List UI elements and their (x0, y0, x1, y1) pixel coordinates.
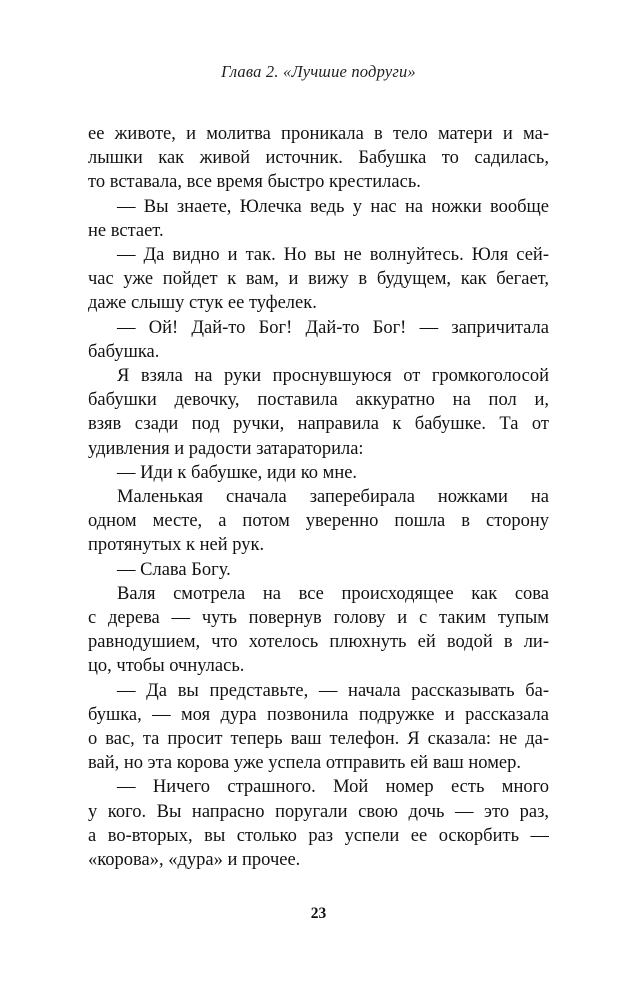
text-line: то вставала, все время быстро крестилась. (88, 172, 421, 193)
text-line: вай, но эта корова уже успела отправить ей ваш номер. (88, 753, 521, 774)
chapter-running-header: Глава 2. «Лучшие подруги» (221, 62, 416, 81)
text-line: одном месте, а потом уверенно пошла в сторону (88, 511, 549, 532)
text-line: — Иди к бабушке, иди ко мне. (117, 462, 358, 483)
text-block (88, 122, 549, 872)
text-line: лышки как живой источник. Бабушка то садилась, (88, 148, 549, 169)
text-line: равнодушием, что хотелось плюхнуть ей водой в ли- (88, 632, 549, 653)
text-line: о вас, та просит теперь ваш телефон. Я сказала: не да- (88, 729, 549, 750)
text-line: цо, чтобы очнулась. (88, 656, 245, 677)
text-line: — Слава Богу. (117, 559, 231, 580)
text-line: взяв сзади под ручки, направила к бабушке. Та от (88, 414, 549, 435)
text-line: бабушки девочку, поставила аккуратно на пол и, (88, 390, 549, 411)
text-line: — Вы знаете, Юлечка ведь у нас на ножки вообще (117, 196, 549, 217)
text-line: удивления и радости затараторила: (88, 438, 364, 459)
text-line: с дерева — чуть повернув голову и с таким тупым (88, 608, 549, 629)
text-line: — Ничего страшного. Мой номер есть много (117, 777, 549, 798)
text-line: даже слышу стук ее туфелек. (88, 293, 317, 314)
text-line: Валя смотрела на все происходящее как сова (117, 583, 549, 604)
text-line: — Да видно и так. Но вы не волнуйтесь. Юля сей- (117, 245, 549, 266)
text-line: не встает. (88, 220, 164, 241)
text-line: а во-вторых, вы столько раз успели ее оскорбить — (88, 825, 549, 846)
text-line: Маленькая сначала заперебирала ножками на (117, 487, 549, 508)
text-line: «корова», «дура» и прочее. (88, 850, 301, 871)
text-line: час уже пойдет к вам, и вижу в будущем, как бегает, (88, 269, 549, 290)
text-line: Я взяла на руки проснувшуюся от громкоголосой (117, 366, 549, 387)
text-line: у кого. Вы напрасно поругали свою дочь — это раз, (88, 801, 549, 822)
text-line: ее животе, и молитва проникала в тело матери и ма- (88, 124, 549, 144)
page-number: 23 (310, 905, 327, 922)
text-line: протянутых к ней рук. (88, 535, 265, 556)
text-line: бабушка. (88, 341, 160, 362)
text-line: — Ой! Дай-то Бог! Дай-то Бог! — запричитала (117, 317, 549, 338)
text-line: бушка, — моя дура позвонила подружке и рассказала (88, 704, 549, 725)
text-line: — Да вы представьте, — начала рассказывать ба- (117, 680, 549, 701)
